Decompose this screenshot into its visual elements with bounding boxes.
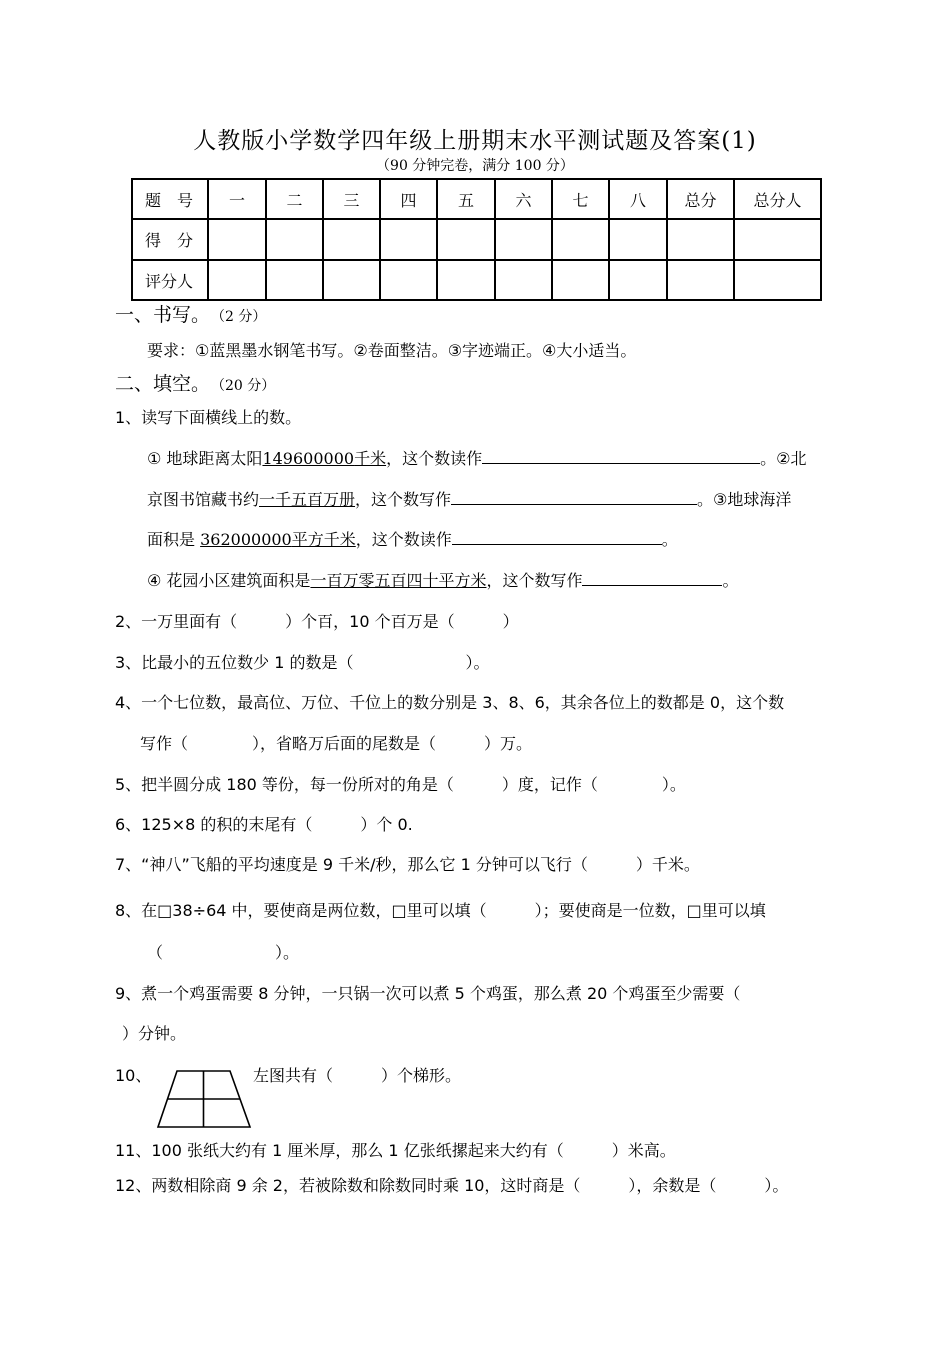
question-1-title: 1、读写下面横线上的数。: [115, 408, 302, 427]
score-cell[interactable]: [667, 219, 734, 260]
section1-points: （2 分）: [218, 309, 267, 325]
q1-text: ，这个数写作: [355, 490, 452, 509]
q1-text: 。③地球海洋: [697, 490, 792, 509]
score-cell[interactable]: [552, 219, 609, 260]
question-1-line-3: [147, 527, 678, 550]
question-12: 12、两数相除商 9 余 2，若被除数和除数同时乘 10，这时商是（ ），余数是（ ）。: [115, 1176, 789, 1195]
q1-underlined-text: 一千五百万册: [259, 490, 356, 509]
question-1-line-1: [147, 446, 806, 469]
question-2: 2、一万里面有（ ）个百，10 个百万是（ ）: [115, 612, 519, 631]
table-header-cell: 总分人: [734, 179, 821, 219]
answer-blank[interactable]: [452, 530, 662, 545]
q1-text: 。: [661, 530, 678, 549]
grader-cell[interactable]: [609, 260, 667, 300]
question-4-line-1: 4、一个七位数，最高位、万位、千位上的数分别是 3、8、6，其余各位上的数都是 0，这个数: [115, 693, 785, 712]
grader-cell[interactable]: [552, 260, 609, 300]
answer-blank[interactable]: [482, 449, 760, 464]
q1-underlined-number: 362000000: [200, 530, 292, 549]
table-header-cell: 五: [437, 179, 495, 219]
table-row-grader: [132, 260, 821, 300]
q1-text: ④ 花园小区建筑面积是: [147, 571, 311, 590]
q1-underlined-text: 一百万零五百四十平方米: [310, 571, 487, 590]
q1-text: 。: [722, 571, 739, 590]
question-7: 7、“神八”飞船的平均速度是 9 千米/秒，那么它 1 分钟可以飞行（ ）千米。: [115, 855, 700, 874]
section1-title: 一、书写。: [115, 304, 211, 326]
score-table: [131, 178, 822, 301]
q1-text: 京图书馆藏书约: [147, 490, 260, 509]
score-cell[interactable]: [208, 219, 266, 260]
grader-cell[interactable]: [323, 260, 380, 300]
question-8-line-1: 8、在□38÷64 中，要使商是两位数，□里可以填（ ）；要使商是一位数，□里可以填: [115, 901, 766, 920]
row-label-grader: 评分人: [132, 260, 208, 300]
q1-underlined-unit: 平方千米: [291, 530, 356, 549]
table-header-cell: 七: [552, 179, 609, 219]
grader-cell[interactable]: [380, 260, 437, 300]
table-header-row: [132, 179, 821, 219]
grader-cell[interactable]: [667, 260, 734, 300]
question-11: 11、100 张纸大约有 1 厘米厚，那么 1 亿张纸摞起来大约有（ ）米高。: [115, 1141, 676, 1160]
question-6: 6、125×8 的积的末尾有（ ）个 0.: [115, 815, 413, 834]
section1-requirement: 要求：①蓝黑墨水钢笔书写。②卷面整洁。③字迹端正。④大小适当。: [147, 341, 637, 360]
score-cell[interactable]: [380, 219, 437, 260]
q1-text: ，这个数读作: [386, 449, 483, 468]
grader-cell[interactable]: [266, 260, 323, 300]
q1-text: ，这个数读作: [355, 530, 452, 549]
score-cell[interactable]: [609, 219, 667, 260]
page-subtitle: （90 分钟完卷，满分 100 分）: [376, 158, 574, 174]
question-9-line-1: 9、煮一个鸡蛋需要 8 分钟，一只锅一次可以煮 5 个鸡蛋，那么煮 20 个鸡蛋至少需要（: [115, 984, 741, 1003]
section2-heading: [115, 369, 275, 396]
q1-text: ① 地球距离太阳: [147, 449, 263, 468]
answer-blank[interactable]: [451, 490, 697, 505]
score-cell[interactable]: [495, 219, 552, 260]
score-cell[interactable]: [323, 219, 380, 260]
question-8-line-2: （ ）。: [147, 943, 300, 962]
section2-title: 二、填空。: [115, 373, 211, 395]
question-10-text: 左图共有（ ）个梯形。: [253, 1066, 462, 1085]
table-header-cell: 四: [380, 179, 437, 219]
grader-cell[interactable]: [437, 260, 495, 300]
table-header-cell: 八: [609, 179, 667, 219]
score-cell[interactable]: [266, 219, 323, 260]
section1-heading: [115, 300, 266, 327]
q1-underlined-unit: 千米: [354, 449, 387, 468]
score-cell[interactable]: [734, 219, 821, 260]
question-9-line-2: ）分钟。: [122, 1024, 187, 1043]
q1-underlined-number: 149600000: [262, 449, 355, 468]
q1-text: 面积是: [147, 530, 196, 549]
grader-cell[interactable]: [495, 260, 552, 300]
q1-text: ，这个数写作: [486, 571, 583, 590]
trapezoid-figure: [155, 1070, 255, 1130]
table-header-cell: 题 号: [132, 179, 208, 219]
question-5: 5、把半圆分成 180 等份，每一份所对的角是（ ）度，记作（ ）。: [115, 775, 686, 794]
answer-blank[interactable]: [582, 571, 722, 586]
question-1-line-4: [147, 568, 738, 591]
question-10-number: 10、: [115, 1066, 152, 1085]
question-3: 3、比最小的五位数少 1 的数是（ ）。: [115, 653, 490, 672]
table-header-cell: 三: [323, 179, 380, 219]
question-4-line-2: 写作（ ），省略万后面的尾数是（ ）万。: [140, 734, 533, 753]
section2-points: （20 分）: [218, 378, 276, 394]
table-header-cell: 一: [208, 179, 266, 219]
question-1-line-2: [147, 487, 791, 510]
score-cell[interactable]: [437, 219, 495, 260]
grader-cell[interactable]: [734, 260, 821, 300]
table-header-cell: 六: [495, 179, 552, 219]
table-row-score: [132, 219, 821, 260]
q1-text: 。②北: [760, 449, 807, 468]
table-header-cell: 二: [266, 179, 323, 219]
row-label-score: 得 分: [132, 219, 208, 260]
grader-cell[interactable]: [208, 260, 266, 300]
page-title: 人教版小学数学四年级上册期末水平测试题及答案(1): [193, 128, 757, 154]
table-header-cell: 总分: [667, 179, 734, 219]
